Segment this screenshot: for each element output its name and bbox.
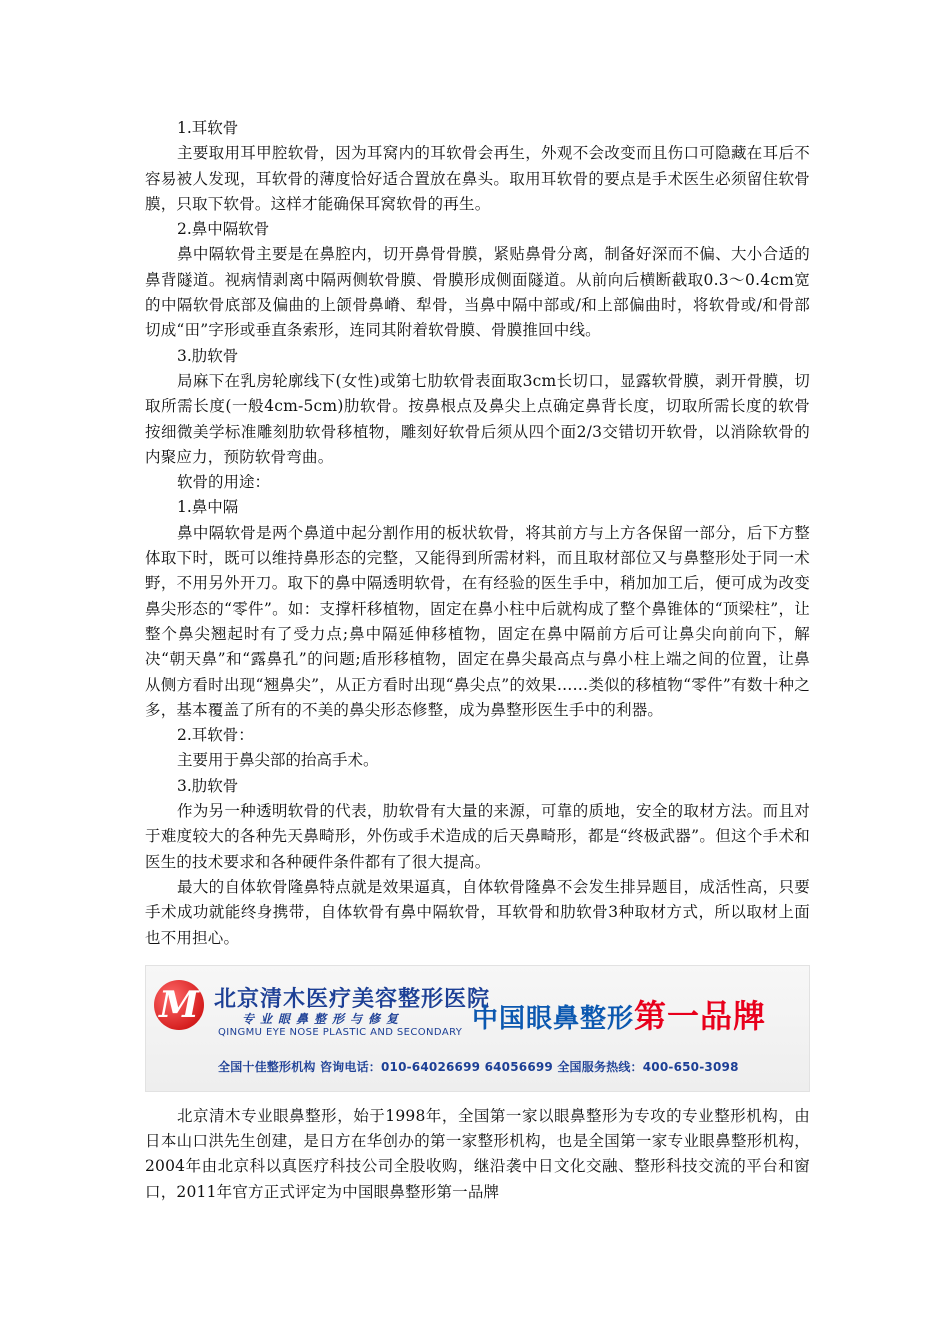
footer-paragraph: 北京清木专业眼鼻整形，始于1998年，全国第一家以眼鼻整形为专攻的专业整形机构，由日本山口洪先生创建，是日方在华创办的第一家整形机构，也是全国第一家专业眼鼻整形机构，2004年由北京科以真医疗科技公司全股收购，继沿袭中日文化交融、整形科技交流的平台和窗口，2011年官方正式评定为中国眼鼻整形第一品牌 (145, 1106, 810, 1201)
hospital-logo-icon: M (154, 980, 204, 1030)
paragraph: 局麻下在乳房轮廓线下(女性)或第七肋软骨表面取3cm长切口，显露软骨膜，剥开骨膜，切取所需长度(一般4cm-5cm)肋软骨。按鼻根点及鼻尖上点确定鼻背长度，切取所需长度的软骨按细微美学标准雕刻肋软骨移植物，雕刻好软骨后须从四个面2/3交错切开软骨，以消除软骨的内聚应力，预防软骨弯曲。 (145, 371, 810, 466)
paragraph: 作为另一种透明软骨的代表，肋软骨有大量的来源，可靠的质地，安全的取材方法。而且对于难度较大的各种先天鼻畸形，外伤或手术造成的后天鼻畸形，都是“终极武器”。但这个手术和医生的技术要求和各种硬件条件都有了很大提高。 (145, 802, 810, 871)
banner-slogan (472, 991, 766, 1037)
section-heading: 3.肋软骨 (177, 346, 239, 365)
slogan-highlight: 第一品牌 (634, 996, 767, 1035)
article-content (145, 116, 810, 1205)
section-heading: 1.鼻中隔 (177, 498, 239, 517)
article-body (145, 116, 810, 951)
section-heading: 主要用于鼻尖部的抬高手术。 (177, 751, 379, 770)
paragraph: 鼻中隔软骨是两个鼻道中起分割作用的板状软骨，将其前方与上方各保留一部分，后下方整体取下时，既可以维持鼻形态的完整，又能得到所需材料，而且取材部位又与鼻整形处于同一术野，不用另外开刀。取下的鼻中隔透明软骨，在有经验的医生手中，稍加加工后，便可成为改变鼻尖形态的“零件”。如：支撑杆移植物，固定在鼻小柱中后就构成了整个鼻锥体的“顶梁柱”，让整个鼻尖翘起时有了受力点;鼻中隔延伸移植物，固定在鼻中隔前方后可让鼻尖向前向下，解决“朝天鼻”和“露鼻孔”的问题;盾形移植物，固定在鼻尖最高点与鼻小柱上端之间的位置，让鼻从侧方看时出现“翘鼻尖”，从正方看时出现“鼻尖点”的效果……类似的移植物“零件”有数十种之多，基本覆盖了所有的不美的鼻尖形态修整，成为鼻整形医生手中的利器。 (145, 523, 810, 719)
banner-contact-line: 全国十佳整形机构 咨询电话：010-64026699 64056699 全国服务热线：400-650-3098 (218, 1059, 739, 1074)
hospital-banner (145, 965, 810, 1092)
paragraph: 最大的自体软骨隆鼻特点就是效果逼真，自体软骨隆鼻不会发生排异题目，成活性高，只要手术成功就能终身携带，自体软骨有鼻中隔软骨，耳软骨和肋软骨3种取材方式，所以取材上面也不用担心。 (145, 877, 810, 947)
slogan-main: 中国眼鼻整形 (472, 1003, 635, 1034)
paragraph: 鼻中隔软骨主要是在鼻腔内，切开鼻骨骨膜，紧贴鼻骨分离，制备好深而不偏、大小合适的鼻背隧道。视病情剥离中隔两侧软骨膜、骨膜形成侧面隧道。从前向后横断截取0.3～0.4cm宽的中隔软骨底部及偏曲的上颌骨鼻嵴、犁骨，当鼻中隔中部或/和上部偏曲时，将软骨或/和骨部切成“田”字形或垂直条索形，连同其附着软骨膜、骨膜推回中线。 (145, 245, 810, 340)
section-heading: 2.鼻中隔软骨 (177, 220, 270, 239)
hospital-english-name: QINGMU EYE NOSE PLASTIC AND SECONDARY (218, 1026, 463, 1038)
paragraph: 主要取用耳甲腔软骨，因为耳窝内的耳软骨会再生，外观不会改变而且伤口可隐藏在耳后不容易被人发现，耳软骨的薄度恰好适合置放在鼻头。取用耳软骨的要点是手术医生必须留住软骨膜，只取下软骨。这样才能确保耳窝软骨的再生。 (145, 144, 810, 213)
section-heading: 3.肋软骨 (177, 776, 239, 795)
hospital-name: 北京清木医疗美容整形医院 (214, 986, 491, 1012)
section-heading: 2.耳软骨： (177, 726, 254, 745)
section-heading: 1.耳软骨 (177, 119, 239, 137)
section-heading: 软骨的用途： (177, 473, 271, 492)
hospital-subtitle: 专业眼鼻整形与修复 (242, 1011, 405, 1026)
